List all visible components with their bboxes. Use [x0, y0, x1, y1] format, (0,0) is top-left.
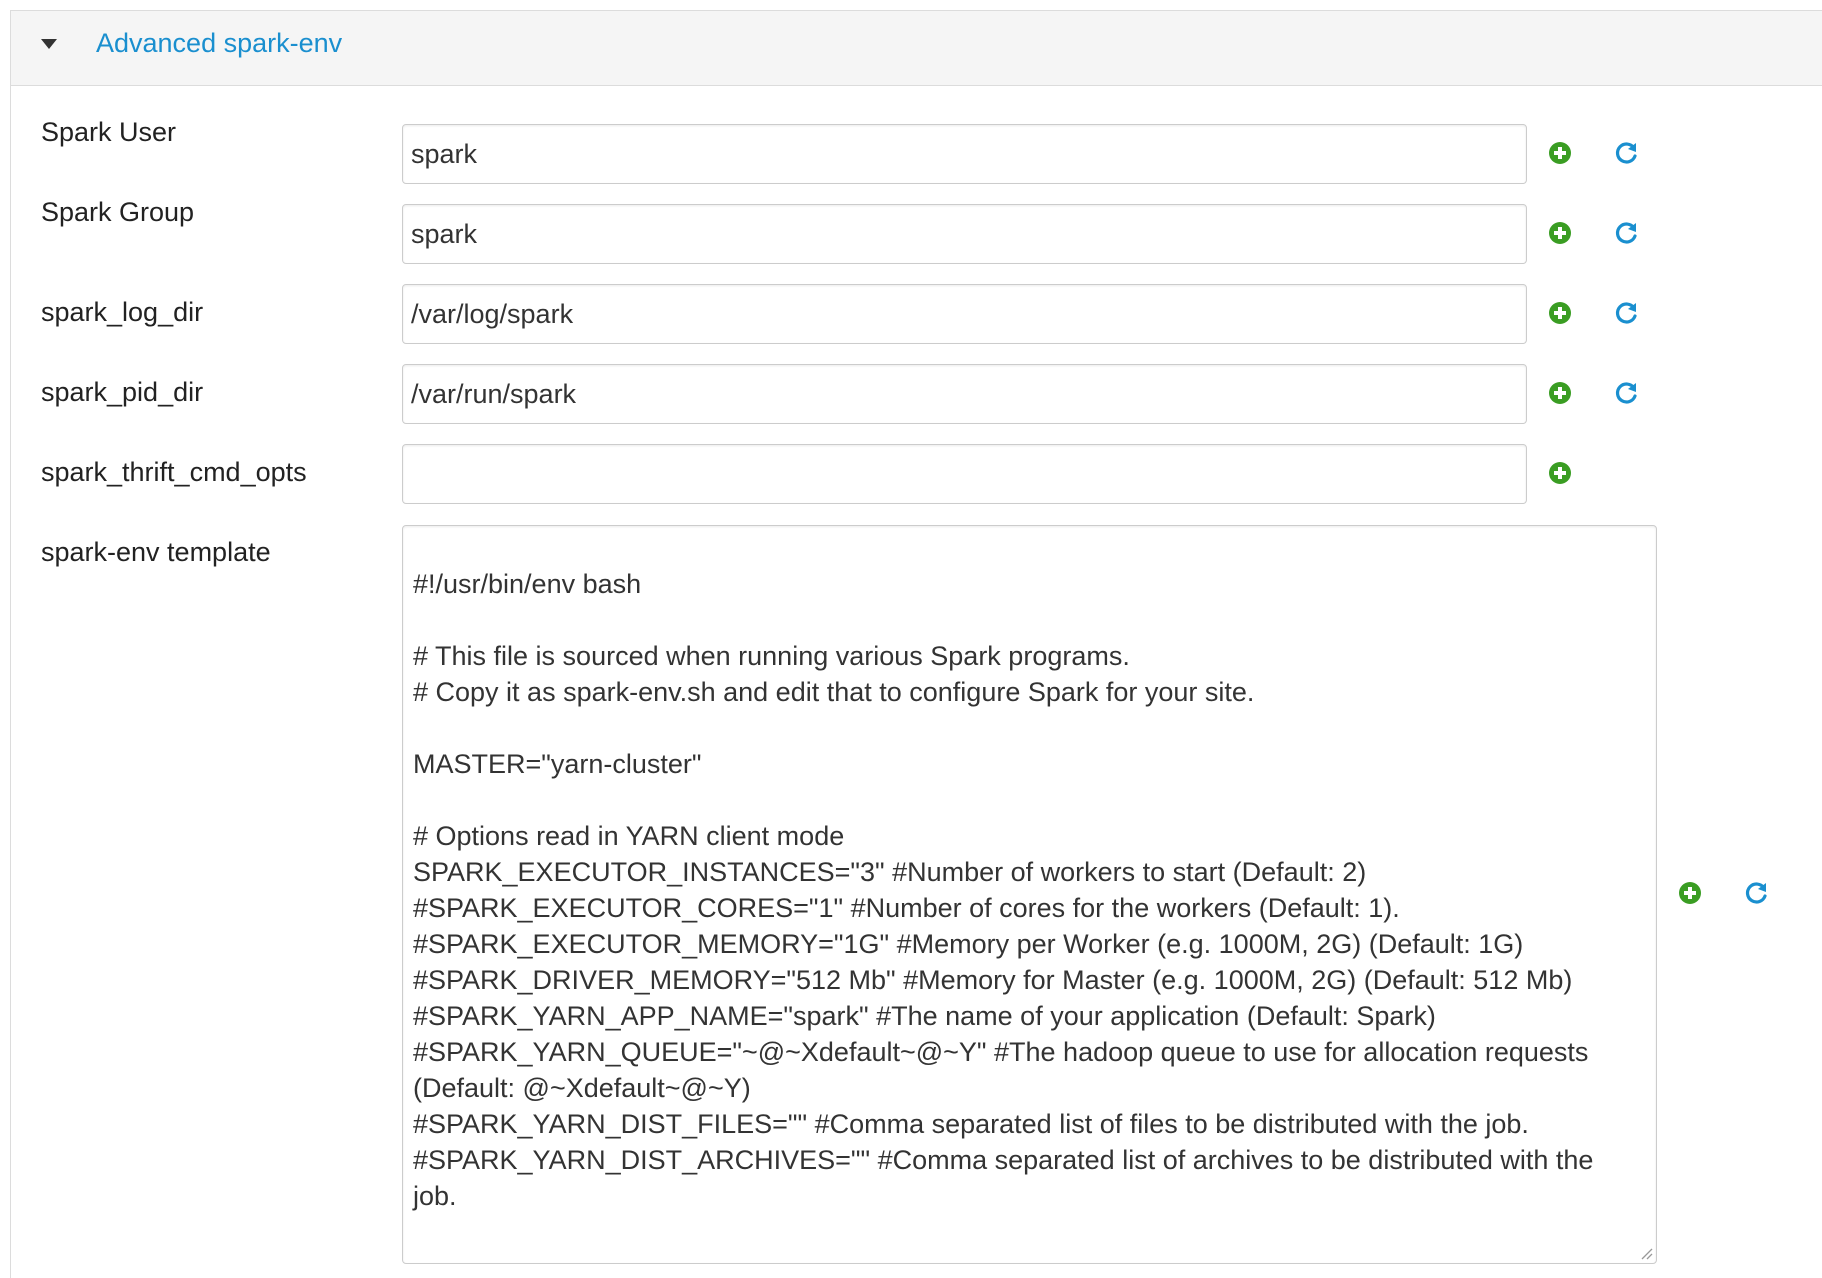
template-line: #SPARK_DRIVER_MEMORY="512 Mb" #Memory for Master (e.g. 1000M, 2G) (Default: 512 Mb) — [413, 965, 1573, 995]
template-line — [413, 602, 1641, 638]
spark-pid-dir-input[interactable] — [402, 364, 1527, 424]
plus-circle-icon[interactable] — [1547, 140, 1573, 166]
template-line: # This file is sourced when running various Spark programs. — [413, 641, 1130, 671]
template-line: #SPARK_YARN_APP_NAME="spark" #The name of your application (Default: Spark) — [413, 1001, 1436, 1031]
resize-handle-icon[interactable] — [1639, 1246, 1653, 1260]
template-line — [413, 710, 1641, 746]
field-label-spark-log-dir: spark_log_dir — [41, 297, 204, 327]
refresh-icon[interactable] — [1614, 140, 1640, 166]
plus-circle-icon[interactable] — [1547, 300, 1573, 326]
plus-circle-icon[interactable] — [1547, 220, 1573, 246]
field-label-spark-user: Spark User — [41, 117, 177, 147]
field-label-spark-env-template: spark-env template — [41, 537, 271, 567]
spark-group-input[interactable] — [402, 204, 1527, 264]
refresh-icon[interactable] — [1744, 880, 1770, 906]
template-line: #SPARK_YARN_DIST_FILES="" #Comma separated list of files to be distributed with the job. — [413, 1109, 1529, 1139]
plus-circle-icon[interactable] — [1547, 460, 1573, 486]
template-line: #SPARK_EXECUTOR_MEMORY="1G" #Memory per Worker (e.g. 1000M, 2G) (Default: 1G) — [413, 929, 1524, 959]
template-line — [413, 782, 1641, 818]
spark-user-input[interactable] — [402, 124, 1527, 184]
refresh-icon[interactable] — [1614, 220, 1640, 246]
spark-env-template-textarea[interactable] — [402, 525, 1657, 1264]
field-label-spark-group: Spark Group — [41, 197, 195, 227]
field-label-spark-pid-dir: spark_pid_dir — [41, 377, 204, 407]
refresh-icon[interactable] — [1614, 300, 1640, 326]
template-line: SPARK_EXECUTOR_INSTANCES="3" #Number of workers to start (Default: 2) — [413, 857, 1367, 887]
template-line: #SPARK_YARN_QUEUE="~@~Xdefault~@~Y" #The hadoop queue to use for allocation requests (Default: @~Xdefault~@~Y) — [413, 1037, 1589, 1103]
template-content[interactable] — [413, 566, 1641, 1214]
panel-title[interactable]: Advanced spark-env — [96, 28, 343, 58]
spark-log-dir-input[interactable] — [402, 284, 1527, 344]
template-line: # Options read in YARN client mode — [413, 821, 845, 851]
refresh-icon[interactable] — [1614, 380, 1640, 406]
template-line: # Copy it as spark-env.sh and edit that to configure Spark for your site. — [413, 677, 1255, 707]
panel-heading[interactable] — [11, 11, 1822, 86]
template-line: #SPARK_YARN_DIST_ARCHIVES="" #Comma separated list of archives to be distributed with the job. — [413, 1145, 1594, 1211]
plus-circle-icon[interactable] — [1677, 880, 1703, 906]
plus-circle-icon[interactable] — [1547, 380, 1573, 406]
spark-thrift-cmd-opts-input[interactable] — [402, 444, 1527, 504]
caret-down-icon[interactable] — [41, 39, 57, 49]
field-label-spark-thrift-cmd-opts: spark_thrift_cmd_opts — [41, 457, 307, 487]
template-line: #!/usr/bin/env bash — [413, 569, 642, 599]
template-line: MASTER="yarn-cluster" — [413, 749, 702, 779]
template-line: #SPARK_EXECUTOR_CORES="1" #Number of cores for the workers (Default: 1). — [413, 893, 1400, 923]
